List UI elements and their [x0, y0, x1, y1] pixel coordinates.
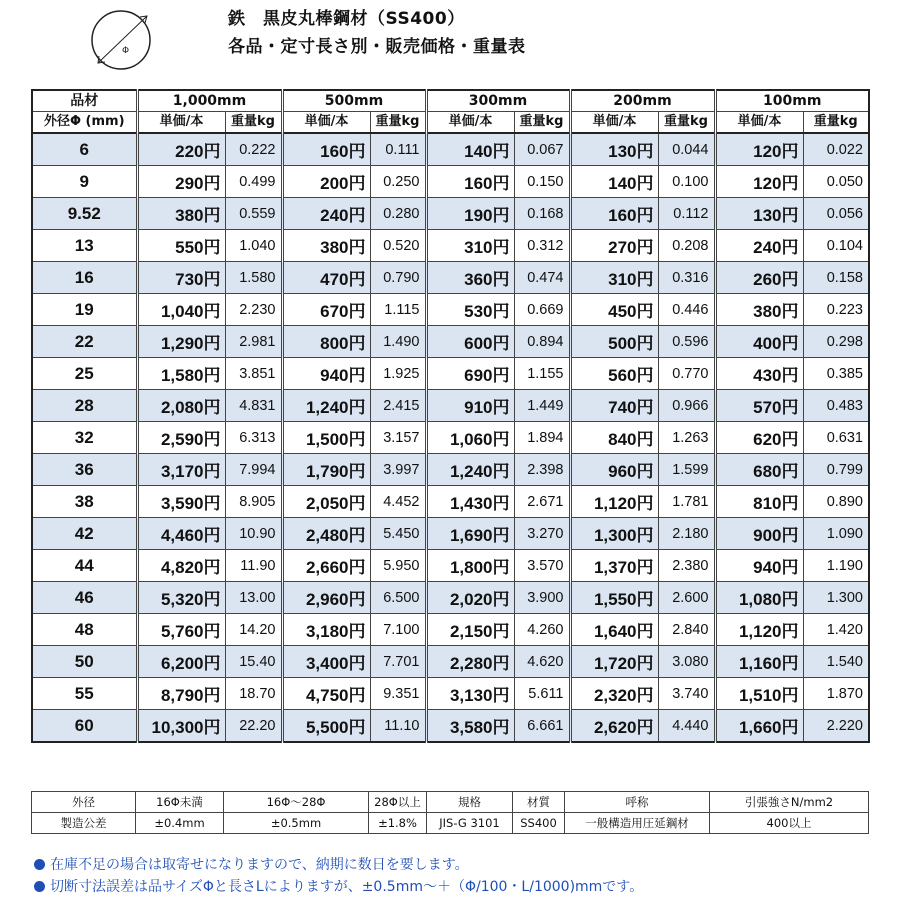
diameter-cell: 13	[32, 230, 137, 262]
weight-cell: 1.155	[514, 358, 570, 390]
diameter-cell: 32	[32, 422, 137, 454]
table-row	[32, 582, 869, 614]
weight-cell: 3.270	[514, 518, 570, 550]
unit-price-cell: 4,460円	[137, 518, 225, 550]
unit-price-cell: 2,480円	[282, 518, 370, 550]
unit-price-cell: 5,320円	[137, 582, 225, 614]
diameter-cell: 22	[32, 326, 137, 358]
unit-price-cell: 160円	[282, 133, 370, 166]
page-title: 鉄 黒皮丸棒鋼材（SS400）	[228, 9, 465, 29]
unit-price-cell: 940円	[715, 550, 803, 582]
unit-price-cell: 800円	[282, 326, 370, 358]
spec-tolerance-under16: ±0.4mm	[136, 813, 224, 834]
weight-cell: 0.222	[225, 133, 282, 166]
unit-price-cell: 130円	[570, 133, 658, 166]
spec-tolerance-label: 製造公差	[32, 813, 136, 834]
unit-price-cell: 2,050円	[282, 486, 370, 518]
unit-price-cell: 1,660円	[715, 710, 803, 743]
weight-cell: 1.540	[803, 646, 869, 678]
unit-price-cell: 1,120円	[570, 486, 658, 518]
length-header: 500mm	[282, 90, 426, 112]
weight-cell: 1.580	[225, 262, 282, 294]
weight-cell: 0.056	[803, 198, 869, 230]
unit-price-cell: 160円	[570, 198, 658, 230]
weight-cell: 2.220	[803, 710, 869, 743]
unit-price-cell: 600円	[426, 326, 514, 358]
weight-cell: 0.483	[803, 390, 869, 422]
unit-price-header: 単価/本	[137, 112, 225, 134]
weight-cell: 0.250	[370, 166, 426, 198]
unit-price-cell: 2,150円	[426, 614, 514, 646]
spec-name-value: 一般構造用圧延鋼材	[565, 813, 710, 834]
table-row	[32, 166, 869, 198]
unit-price-cell: 500円	[570, 326, 658, 358]
unit-price-cell: 840円	[570, 422, 658, 454]
weight-cell: 4.260	[514, 614, 570, 646]
unit-price-cell: 1,580円	[137, 358, 225, 390]
unit-price-cell: 240円	[282, 198, 370, 230]
weight-cell: 3.740	[658, 678, 715, 710]
table-row	[32, 294, 869, 326]
round-bar-diagram-icon	[82, 6, 160, 70]
unit-price-cell: 530円	[426, 294, 514, 326]
unit-price-cell: 3,590円	[137, 486, 225, 518]
diameter-cell: 9.52	[32, 198, 137, 230]
unit-price-cell: 1,040円	[137, 294, 225, 326]
unit-price-cell: 5,760円	[137, 614, 225, 646]
diameter-cell: 36	[32, 454, 137, 486]
diameter-cell: 38	[32, 486, 137, 518]
weight-cell: 1.090	[803, 518, 869, 550]
weight-cell: 0.150	[514, 166, 570, 198]
weight-cell: 0.559	[225, 198, 282, 230]
unit-price-cell: 1,550円	[570, 582, 658, 614]
weight-cell: 13.00	[225, 582, 282, 614]
weight-cell: 1.263	[658, 422, 715, 454]
length-header: 200mm	[570, 90, 715, 112]
weight-cell: 1.115	[370, 294, 426, 326]
unit-price-cell: 2,020円	[426, 582, 514, 614]
weight-cell: 0.966	[658, 390, 715, 422]
unit-price-cell: 4,750円	[282, 678, 370, 710]
unit-price-header: 単価/本	[570, 112, 658, 134]
weight-header: 重量kg	[803, 112, 869, 134]
table-row	[32, 678, 869, 710]
unit-price-cell: 380円	[715, 294, 803, 326]
weight-cell: 2.380	[658, 550, 715, 582]
spec-head-16to28: 16Φ～28Φ	[224, 792, 369, 813]
unit-price-cell: 4,820円	[137, 550, 225, 582]
weight-cell: 4.452	[370, 486, 426, 518]
weight-cell: 1.190	[803, 550, 869, 582]
weight-header: 重量kg	[514, 112, 570, 134]
bullet-icon	[34, 859, 45, 870]
unit-price-cell: 190円	[426, 198, 514, 230]
table-row	[32, 230, 869, 262]
unit-price-cell: 2,960円	[282, 582, 370, 614]
weight-cell: 2.180	[658, 518, 715, 550]
length-header: 1,000mm	[137, 90, 282, 112]
note-item	[34, 854, 643, 876]
unit-price-cell: 400円	[715, 326, 803, 358]
spec-standard-value: JIS-G 3101	[427, 813, 513, 834]
unit-price-cell: 3,180円	[282, 614, 370, 646]
unit-price-cell: 1,120円	[715, 614, 803, 646]
weight-cell: 1.599	[658, 454, 715, 486]
unit-price-cell: 670円	[282, 294, 370, 326]
unit-price-cell: 240円	[715, 230, 803, 262]
weight-cell: 1.300	[803, 582, 869, 614]
weight-cell: 2.230	[225, 294, 282, 326]
weight-cell: 0.790	[370, 262, 426, 294]
weight-cell: 0.158	[803, 262, 869, 294]
weight-cell: 3.080	[658, 646, 715, 678]
diameter-symbol: Φ	[122, 46, 130, 56]
weight-cell: 15.40	[225, 646, 282, 678]
diameter-cell: 46	[32, 582, 137, 614]
unit-price-cell: 470円	[282, 262, 370, 294]
table-row	[32, 614, 869, 646]
unit-price-cell: 1,300円	[570, 518, 658, 550]
weight-cell: 0.770	[658, 358, 715, 390]
weight-cell: 0.111	[370, 133, 426, 166]
weight-header: 重量kg	[225, 112, 282, 134]
table-row	[32, 358, 869, 390]
weight-cell: 0.890	[803, 486, 869, 518]
unit-price-cell: 5,500円	[282, 710, 370, 743]
unit-price-cell: 680円	[715, 454, 803, 486]
unit-price-cell: 360円	[426, 262, 514, 294]
unit-price-cell: 120円	[715, 166, 803, 198]
weight-cell: 2.600	[658, 582, 715, 614]
unit-price-cell: 310円	[426, 230, 514, 262]
weight-cell: 0.100	[658, 166, 715, 198]
weight-cell: 4.440	[658, 710, 715, 743]
unit-price-cell: 900円	[715, 518, 803, 550]
diameter-cell: 48	[32, 614, 137, 646]
weight-cell: 3.157	[370, 422, 426, 454]
weight-cell: 5.611	[514, 678, 570, 710]
unit-price-cell: 940円	[282, 358, 370, 390]
diameter-cell: 55	[32, 678, 137, 710]
unit-price-cell: 6,200円	[137, 646, 225, 678]
weight-cell: 0.022	[803, 133, 869, 166]
spec-tolerance-over28: ±1.8%	[369, 813, 427, 834]
unit-price-cell: 730円	[137, 262, 225, 294]
weight-cell: 1.781	[658, 486, 715, 518]
weight-cell: 0.631	[803, 422, 869, 454]
notes	[34, 854, 643, 898]
weight-cell: 6.500	[370, 582, 426, 614]
weight-cell: 11.90	[225, 550, 282, 582]
unit-price-cell: 550円	[137, 230, 225, 262]
weight-cell: 0.499	[225, 166, 282, 198]
price-weight-table	[31, 89, 870, 743]
bullet-icon	[34, 881, 45, 892]
weight-cell: 0.050	[803, 166, 869, 198]
unit-price-cell: 2,590円	[137, 422, 225, 454]
weight-cell: 0.223	[803, 294, 869, 326]
weight-cell: 6.661	[514, 710, 570, 743]
weight-cell: 14.20	[225, 614, 282, 646]
unit-price-cell: 430円	[715, 358, 803, 390]
unit-price-cell: 1,510円	[715, 678, 803, 710]
unit-price-cell: 570円	[715, 390, 803, 422]
diameter-cell: 28	[32, 390, 137, 422]
table-row	[32, 646, 869, 678]
weight-cell: 2.840	[658, 614, 715, 646]
weight-cell: 2.981	[225, 326, 282, 358]
diameter-cell: 42	[32, 518, 137, 550]
diameter-cell: 25	[32, 358, 137, 390]
table-row	[32, 133, 869, 166]
unit-price-cell: 260円	[715, 262, 803, 294]
weight-cell: 3.851	[225, 358, 282, 390]
weight-cell: 0.104	[803, 230, 869, 262]
table-row	[32, 390, 869, 422]
weight-cell: 4.831	[225, 390, 282, 422]
unit-price-cell: 560円	[570, 358, 658, 390]
length-header: 300mm	[426, 90, 570, 112]
weight-cell: 0.520	[370, 230, 426, 262]
unit-price-cell: 1,790円	[282, 454, 370, 486]
weight-cell: 2.671	[514, 486, 570, 518]
weight-cell: 1.420	[803, 614, 869, 646]
weight-cell: 7.994	[225, 454, 282, 486]
unit-price-cell: 1,430円	[426, 486, 514, 518]
table-row	[32, 198, 869, 230]
spec-material-value: SS400	[513, 813, 565, 834]
weight-cell: 1.490	[370, 326, 426, 358]
diameter-cell: 60	[32, 710, 137, 743]
diameter-cell: 9	[32, 166, 137, 198]
spec-head-material: 材質	[513, 792, 565, 813]
unit-price-cell: 1,080円	[715, 582, 803, 614]
weight-cell: 2.398	[514, 454, 570, 486]
spec-tolerance-16to28: ±0.5mm	[224, 813, 369, 834]
unit-price-cell: 910円	[426, 390, 514, 422]
weight-cell: 0.044	[658, 133, 715, 166]
unit-price-cell: 620円	[715, 422, 803, 454]
diameter-cell: 50	[32, 646, 137, 678]
table-row	[32, 262, 869, 294]
spec-head-standard: 規格	[427, 792, 513, 813]
weight-cell: 0.112	[658, 198, 715, 230]
weight-cell: 7.100	[370, 614, 426, 646]
spec-table	[31, 791, 869, 834]
corner-header-bottom: 外径Φ (mm)	[32, 112, 137, 134]
unit-price-cell: 2,320円	[570, 678, 658, 710]
weight-cell: 3.900	[514, 582, 570, 614]
spec-head-under16: 16Φ未満	[136, 792, 224, 813]
weight-cell: 0.312	[514, 230, 570, 262]
weight-cell: 0.316	[658, 262, 715, 294]
unit-price-cell: 3,400円	[282, 646, 370, 678]
weight-cell: 0.596	[658, 326, 715, 358]
unit-price-cell: 2,660円	[282, 550, 370, 582]
table-row	[32, 454, 869, 486]
weight-header: 重量kg	[658, 112, 715, 134]
weight-cell: 7.701	[370, 646, 426, 678]
table-row	[32, 486, 869, 518]
unit-price-cell: 2,280円	[426, 646, 514, 678]
spec-tensile-value: 400以上	[710, 813, 869, 834]
weight-cell: 9.351	[370, 678, 426, 710]
unit-price-header: 単価/本	[426, 112, 514, 134]
weight-cell: 1.925	[370, 358, 426, 390]
diameter-cell: 6	[32, 133, 137, 166]
weight-cell: 0.168	[514, 198, 570, 230]
corner-header-top: 品材	[32, 90, 137, 112]
note-text: 在庫不足の場合は取寄せになりますので、納期に数日を要します。	[50, 857, 469, 873]
unit-price-cell: 2,080円	[137, 390, 225, 422]
weight-cell: 1.449	[514, 390, 570, 422]
weight-cell: 0.385	[803, 358, 869, 390]
weight-cell: 0.474	[514, 262, 570, 294]
unit-price-cell: 2,620円	[570, 710, 658, 743]
table-row	[32, 518, 869, 550]
weight-cell: 0.298	[803, 326, 869, 358]
weight-cell: 0.067	[514, 133, 570, 166]
unit-price-cell: 120円	[715, 133, 803, 166]
unit-price-header: 単価/本	[715, 112, 803, 134]
weight-cell: 1.870	[803, 678, 869, 710]
weight-cell: 10.90	[225, 518, 282, 550]
spec-head-over28: 28Φ以上	[369, 792, 427, 813]
unit-price-cell: 160円	[426, 166, 514, 198]
unit-price-cell: 1,060円	[426, 422, 514, 454]
weight-cell: 11.10	[370, 710, 426, 743]
diameter-cell: 44	[32, 550, 137, 582]
unit-price-cell: 1,800円	[426, 550, 514, 582]
unit-price-cell: 310円	[570, 262, 658, 294]
weight-cell: 1.894	[514, 422, 570, 454]
unit-price-cell: 1,640円	[570, 614, 658, 646]
unit-price-header: 単価/本	[282, 112, 370, 134]
weight-cell: 3.570	[514, 550, 570, 582]
spec-head-tensile: 引張強さN/mm2	[710, 792, 869, 813]
unit-price-cell: 1,690円	[426, 518, 514, 550]
unit-price-cell: 1,370円	[570, 550, 658, 582]
note-text: 切断寸法誤差は品サイズΦと長さLによりますが、±0.5mm～＋（Φ/100・L/1000)mmです。	[50, 879, 644, 895]
weight-cell: 1.040	[225, 230, 282, 262]
unit-price-cell: 960円	[570, 454, 658, 486]
unit-price-cell: 1,240円	[282, 390, 370, 422]
weight-cell: 0.208	[658, 230, 715, 262]
unit-price-cell: 1,240円	[426, 454, 514, 486]
unit-price-cell: 450円	[570, 294, 658, 326]
unit-price-cell: 140円	[426, 133, 514, 166]
unit-price-cell: 290円	[137, 166, 225, 198]
unit-price-cell: 380円	[282, 230, 370, 262]
unit-price-cell: 1,720円	[570, 646, 658, 678]
unit-price-cell: 690円	[426, 358, 514, 390]
unit-price-cell: 740円	[570, 390, 658, 422]
spec-head-diameter: 外径	[32, 792, 136, 813]
unit-price-cell: 130円	[715, 198, 803, 230]
weight-cell: 5.450	[370, 518, 426, 550]
unit-price-cell: 220円	[137, 133, 225, 166]
weight-cell: 0.446	[658, 294, 715, 326]
unit-price-cell: 3,170円	[137, 454, 225, 486]
table-row	[32, 550, 869, 582]
table-row	[32, 710, 869, 743]
diameter-cell: 19	[32, 294, 137, 326]
unit-price-cell: 3,580円	[426, 710, 514, 743]
weight-cell: 0.669	[514, 294, 570, 326]
unit-price-cell: 200円	[282, 166, 370, 198]
length-header: 100mm	[715, 90, 869, 112]
weight-header: 重量kg	[370, 112, 426, 134]
unit-price-cell: 380円	[137, 198, 225, 230]
unit-price-cell: 1,160円	[715, 646, 803, 678]
weight-cell: 4.620	[514, 646, 570, 678]
unit-price-cell: 810円	[715, 486, 803, 518]
table-row	[32, 422, 869, 454]
weight-cell: 6.313	[225, 422, 282, 454]
weight-cell: 0.799	[803, 454, 869, 486]
diameter-cell: 16	[32, 262, 137, 294]
note-item	[34, 876, 643, 898]
weight-cell: 8.905	[225, 486, 282, 518]
unit-price-cell: 270円	[570, 230, 658, 262]
weight-cell: 22.20	[225, 710, 282, 743]
unit-price-cell: 10,300円	[137, 710, 225, 743]
weight-cell: 2.415	[370, 390, 426, 422]
unit-price-cell: 8,790円	[137, 678, 225, 710]
unit-price-cell: 140円	[570, 166, 658, 198]
spec-head-name: 呼称	[565, 792, 710, 813]
weight-cell: 0.894	[514, 326, 570, 358]
weight-cell: 5.950	[370, 550, 426, 582]
unit-price-cell: 3,130円	[426, 678, 514, 710]
unit-price-cell: 1,500円	[282, 422, 370, 454]
weight-cell: 3.997	[370, 454, 426, 486]
table-row	[32, 326, 869, 358]
page-subtitle: 各品・定寸長さ別・販売価格・重量表	[228, 37, 526, 57]
weight-cell: 18.70	[225, 678, 282, 710]
unit-price-cell: 1,290円	[137, 326, 225, 358]
weight-cell: 0.280	[370, 198, 426, 230]
